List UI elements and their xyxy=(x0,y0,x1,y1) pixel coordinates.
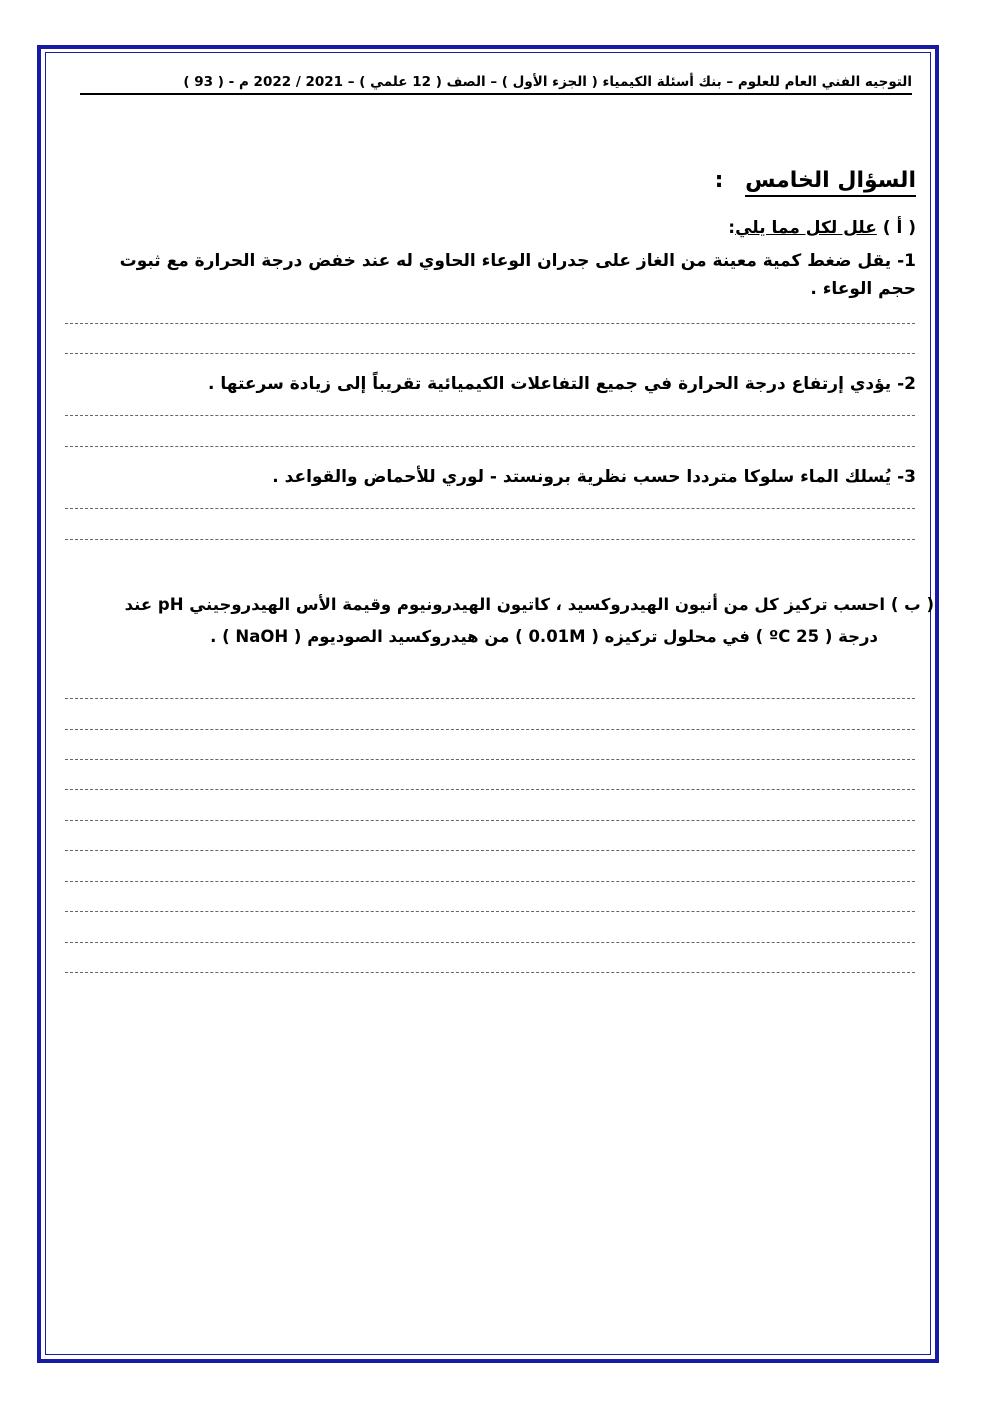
part-b-line-1 xyxy=(125,590,934,620)
part-b-marker: ( ب ) xyxy=(890,595,934,614)
part-a-colon: : xyxy=(728,218,736,238)
page-header: التوجيه الفني العام للعلوم – بنك أسئلة الكيمياء ( الجزء الأول ) – الصف ( 12 علمي ) – 2021 / 2022 م - ( 93 ) xyxy=(80,74,912,95)
answer-line xyxy=(65,759,915,760)
question-title xyxy=(715,168,916,193)
answer-line xyxy=(65,881,915,882)
part-b-text-1: احسب تركيز كل من أنيون الهيدروكسيد ، كاتيون الهيدرونيوم وقيمة الأس الهيدروجيني pH عند xyxy=(124,595,886,614)
part-a-heading xyxy=(728,218,916,238)
answer-line xyxy=(65,942,915,943)
question-item-2: 2- يؤدي إرتفاع درجة الحرارة في جميع التفاعلات الكيميائية تقريباً إلى زيادة سرعتها . xyxy=(208,374,916,394)
part-b-line-2: درجة ( 25 ºC ) في محلول تركيزه ( 0.01M ) من هيدروكسيد الصوديوم ( NaOH ) . xyxy=(210,627,878,646)
answer-line xyxy=(65,820,915,821)
question-item-3: 3- يُسلك الماء سلوكا مترددا حسب نظرية برونستد - لوري للأحماض والقواعد . xyxy=(272,467,916,487)
answer-line xyxy=(65,539,915,540)
answer-line xyxy=(65,789,915,790)
answer-line xyxy=(65,850,915,851)
question-title-text: السؤال الخامس xyxy=(745,168,916,197)
part-a-marker: ( أ ) xyxy=(882,218,916,238)
question-title-colon: : xyxy=(714,168,724,193)
answer-line xyxy=(65,729,915,730)
answer-line xyxy=(65,698,915,699)
answer-line xyxy=(65,323,915,324)
answer-line xyxy=(65,508,915,509)
part-a-label: علل لكل مما يلي xyxy=(735,218,877,238)
answer-line xyxy=(65,911,915,912)
answer-line xyxy=(65,446,915,447)
answer-line xyxy=(65,415,915,416)
answer-line xyxy=(65,972,915,973)
answer-line xyxy=(65,353,915,354)
question-item-1: 1- يقل ضغط كمية معينة من الغاز على جدران الوعاء الحاوي له عند خفض درجة الحرارة مع ثبوت حجم الوعاء . xyxy=(119,251,916,299)
